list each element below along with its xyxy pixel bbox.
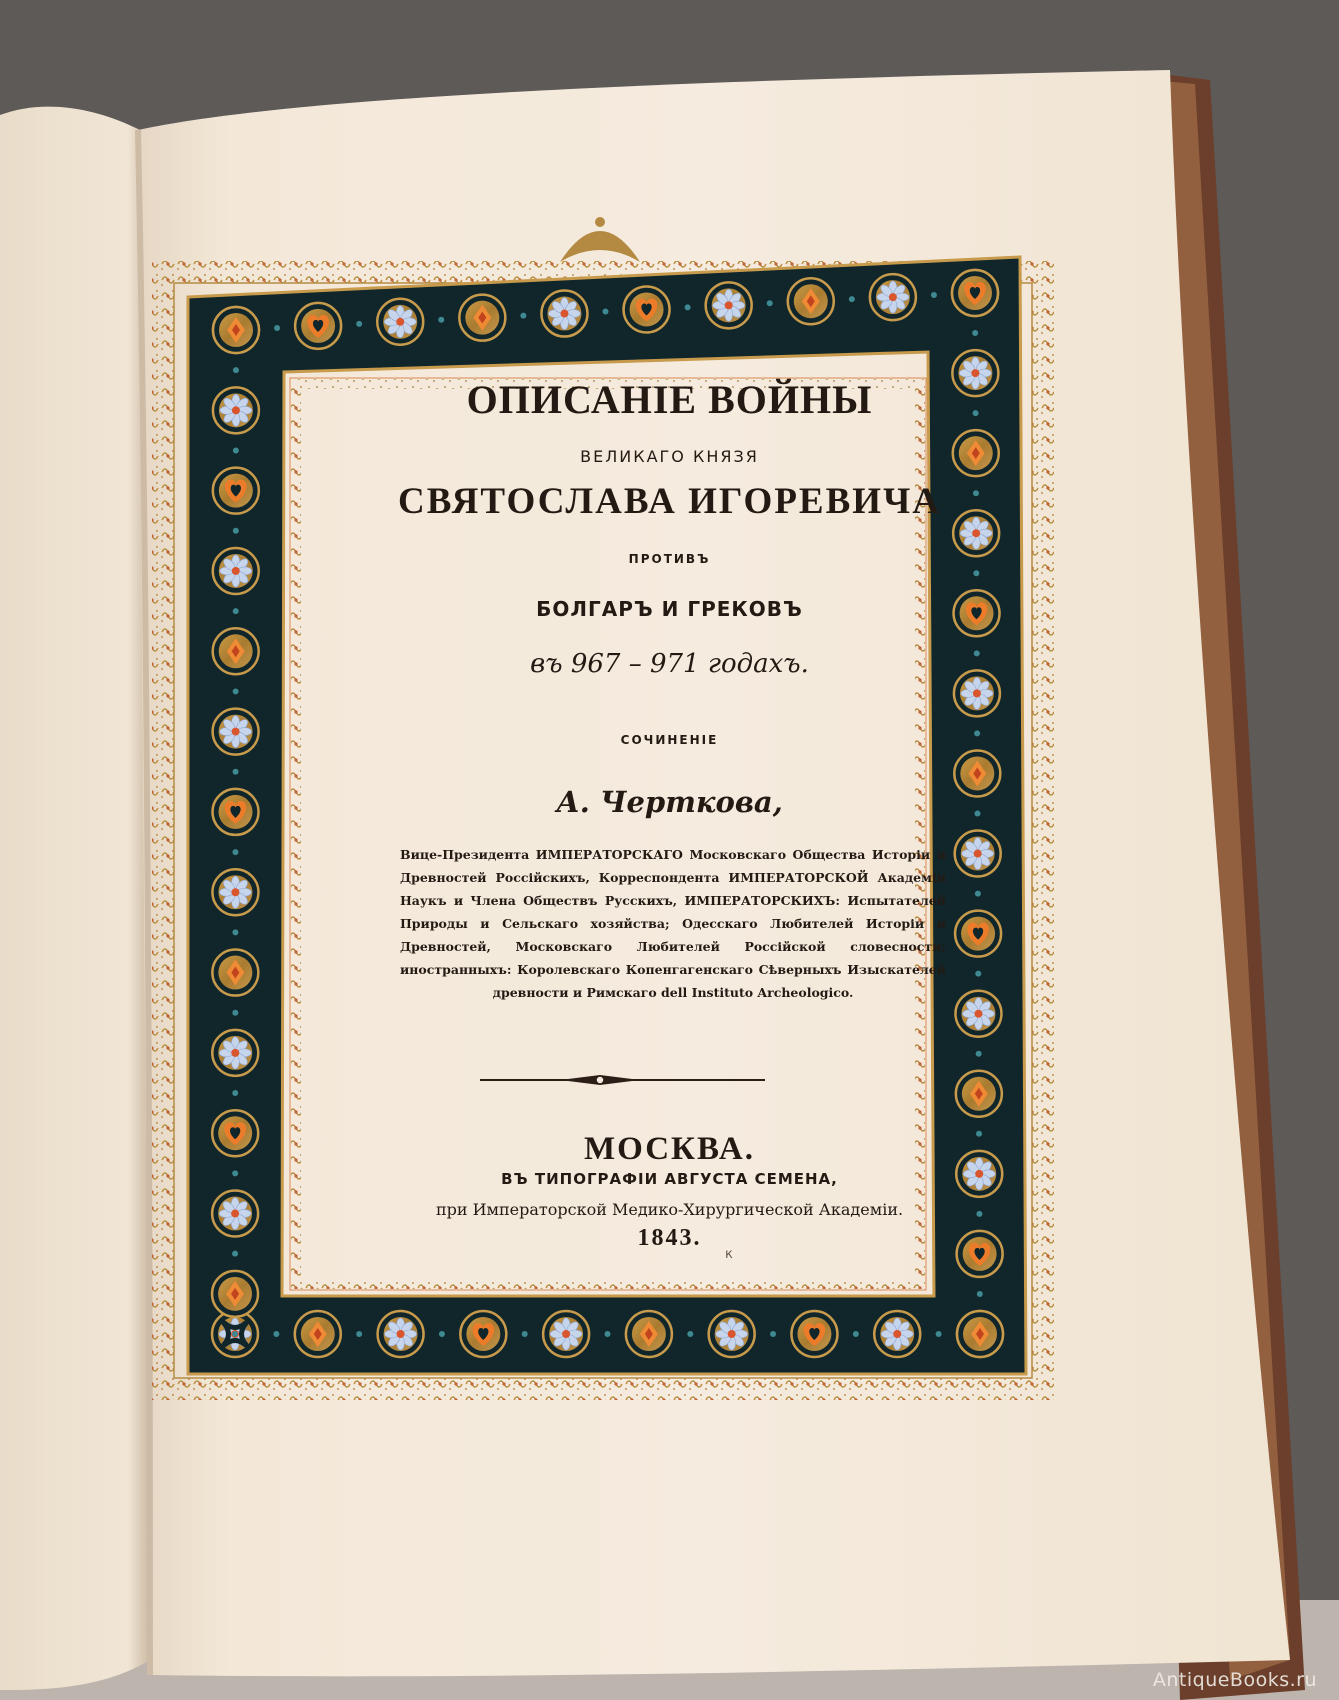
rosette-medallion-icon: [874, 1311, 920, 1357]
author-titles: Вице-Президента ИМПЕРАТОРСКАГО Московскаго Общества Исторіи и Древностей Россійскихъ, Корреспондента ИМПЕРАТОРСКОЙ Академіи Наукъ и Члена Обществъ Русскихъ, ИМПЕРАТОРСКИХЪ: Испытателей Природы и Сельскаго хозяйства; Одесскаго Любителей Исторіи и Древностей, Московскаго Любителей Россійской словесности; иностранныхъ: Королевскаго Копенгагенскаго Сѣверныхъ Изыскателей древности и Римскаго dell Instituto Archeologico.: [400, 847, 946, 1000]
pencil-mark: к: [725, 1247, 733, 1262]
main-title: ОПИСАНІЕ ВОЙНЫ: [466, 377, 873, 422]
lozenge-medallion-icon: [212, 1271, 258, 1317]
heart-medallion-icon: [295, 303, 341, 349]
rosette-medallion-icon: [955, 991, 1001, 1037]
years-line: въ 967 – 971 годахъ.: [530, 649, 809, 679]
lozenge-medallion-icon: [212, 950, 258, 996]
composition-line: СОЧИНЕНІЕ: [620, 733, 719, 747]
lozenge-medallion-icon: [459, 295, 505, 341]
prince-line: ВЕЛИКАГО КНЯЗЯ: [580, 447, 759, 466]
rosette-medallion-icon: [377, 299, 423, 345]
peoples-line: БОЛГАРЪ И ГРЕКОВЪ: [536, 597, 803, 621]
author-name: А. Черткова,: [556, 785, 783, 819]
rosette-medallion-icon: [709, 1311, 755, 1357]
heart-medallion-icon: [955, 911, 1001, 957]
lozenge-medallion-icon: [957, 1311, 1003, 1357]
lozenge-medallion-icon: [213, 307, 259, 353]
imprint-year: 1843.: [637, 1225, 702, 1251]
imprint-city: МОСКВА.: [584, 1131, 755, 1167]
watermark: AntiqueBooks.ru: [1152, 1669, 1317, 1691]
lozenge-medallion-icon: [788, 278, 834, 324]
rosette-medallion-icon: [955, 831, 1001, 877]
against-line: ПРОТИВЪ: [628, 552, 711, 566]
rosette-medallion-icon: [543, 1311, 589, 1357]
heart-medallion-icon: [460, 1311, 506, 1357]
imprint-academy: при Императорской Медико-Хирургической Академіи.: [435, 1200, 904, 1219]
heart-medallion-icon: [624, 286, 670, 332]
lozenge-medallion-icon: [956, 1071, 1002, 1117]
prince-name: СВЯТОСЛАВА ИГОРЕВИЧА: [398, 481, 941, 522]
heart-medallion-icon: [952, 270, 998, 316]
rosette-medallion-icon: [870, 274, 916, 320]
lozenge-medallion-icon: [295, 1311, 341, 1357]
imprint-printer: ВЪ ТИПОГРАФІИ АВГУСТА СЕМЕНА,: [501, 1170, 838, 1188]
rosette-medallion-icon: [212, 1030, 258, 1076]
rosette-medallion-icon: [541, 291, 587, 337]
rosette-medallion-icon: [378, 1311, 424, 1357]
lozenge-medallion-icon: [626, 1311, 672, 1357]
rosette-medallion-icon: [706, 282, 752, 328]
rosette-medallion-icon: [212, 869, 258, 915]
heart-medallion-icon: [791, 1311, 837, 1357]
rosette-medallion-icon: [213, 709, 259, 755]
